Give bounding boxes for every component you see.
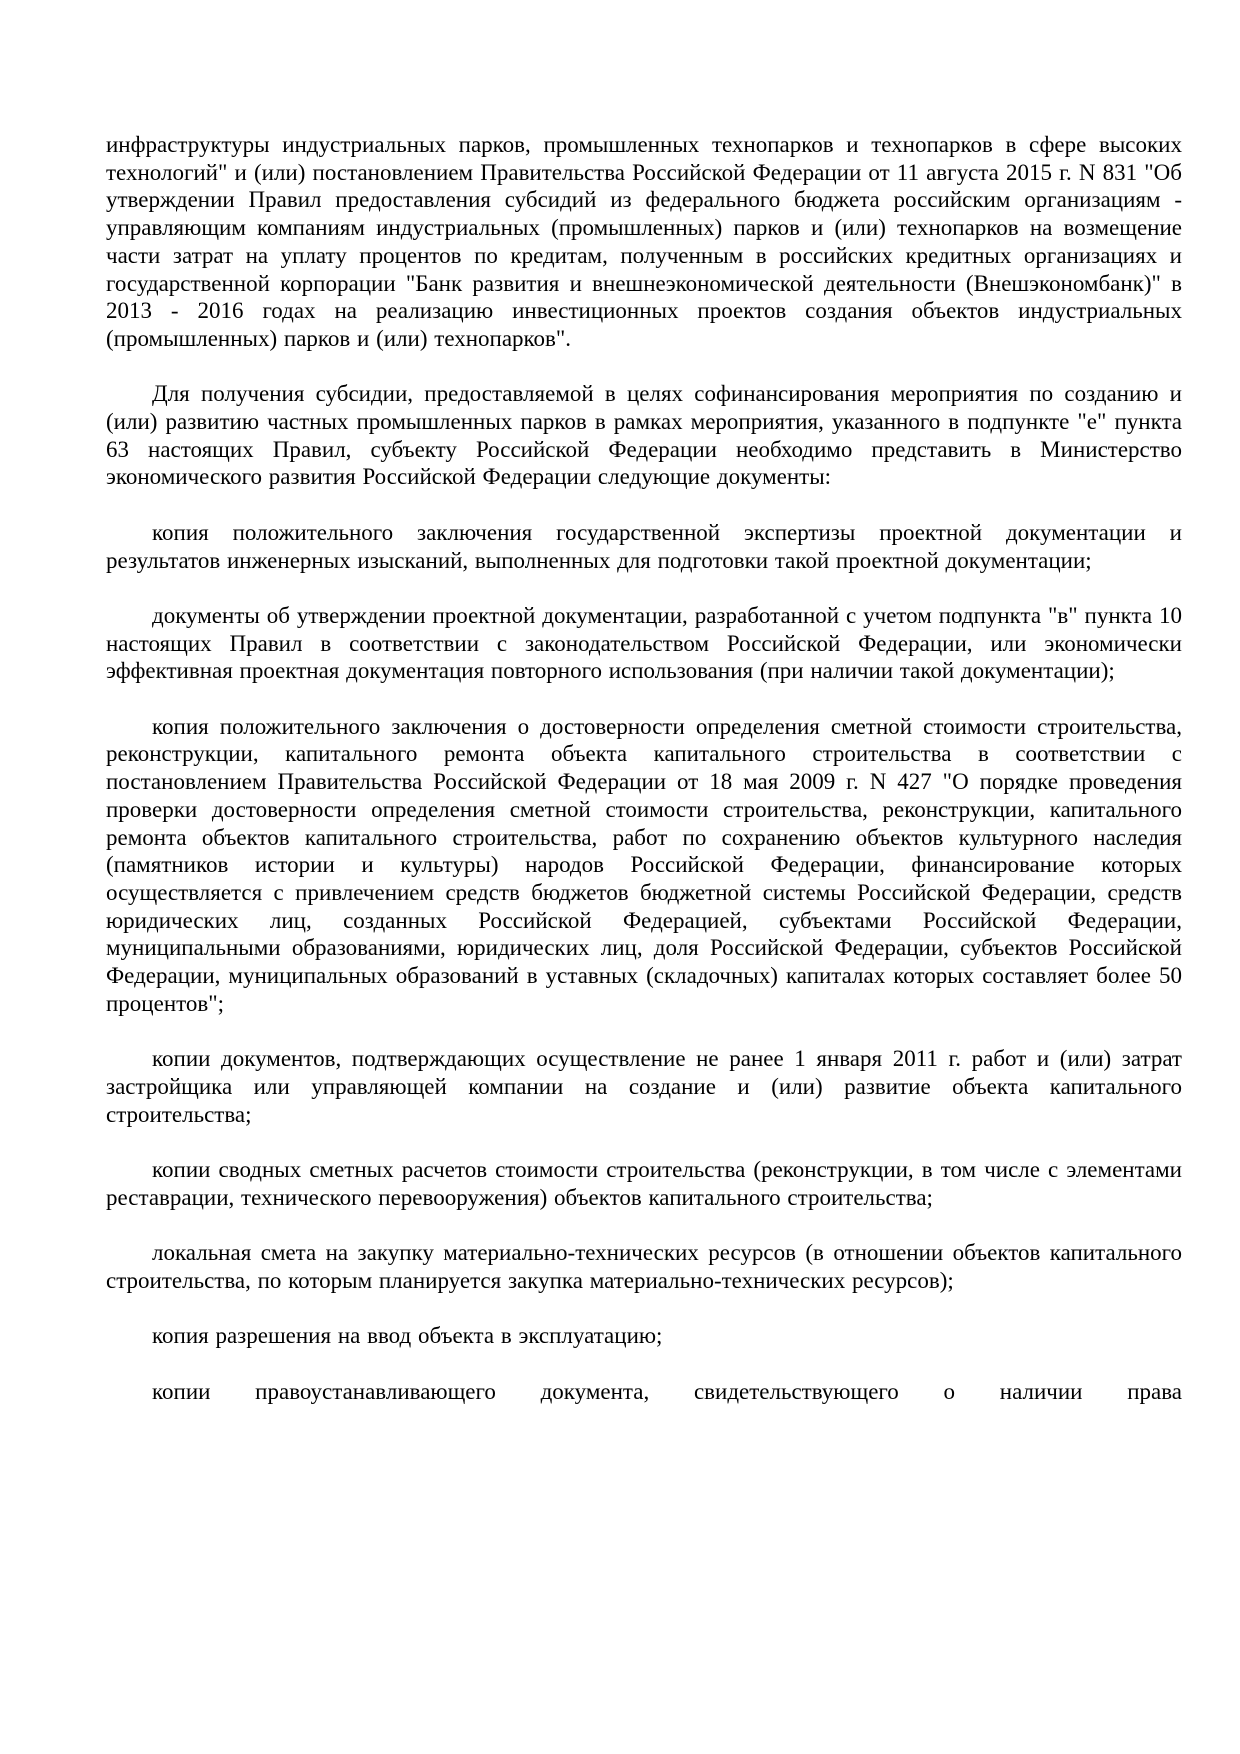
paragraph: инфраструктуры индустриальных парков, промышленных технопарков и технопарков в сфере высоких технологий" и (или) постановлением Правительства Российской Федерации от 11 августа 2015 г. N 831 "Об утверждении Правил предоставления субсидий из федерального бюджета российским организациям - управляющим компаниям индустриальных (промышленных) парков и (или) технопарков на возмещение части затрат на уплату процентов по кредитам, полученным в российских кредитных организациях и государственной корпорации "Банк развития и внешнеэкономической деятельности (Внешэкономбанк)" в 2013 - 2016 годах на реализацию инвестиционных проектов создания объектов индустриальных (промышленных) парков и (или) технопарков". xyxy=(106,132,1182,351)
paragraph: копии документов, подтверждающих осуществление не ранее 1 января 2011 г. работ и (или) затрат застройщика или управляющей компании на создание и (или) развитие объекта капитального строительства; xyxy=(106,1046,1182,1127)
paragraph: документы об утверждении проектной документации, разработанной с учетом подпункта "в" пункта 10 настоящих Правил в соответствии с законодательством Российской Федерации, или экономически эффективная проектная документация повторного использования (при наличии такой документации); xyxy=(106,602,1182,684)
paragraph: копия положительного заключения о достоверности определения сметной стоимости строительства, реконструкции, капитального ремонта объекта капитального строительства в соответствии с постановлением Правительства Российской Федерации от 18 мая 2009 г. N 427 "О порядке проведения проверки достоверности определения сметной стоимости строительства, реконструкции, капитального ремонта объектов капитального строительства, работ по сохранению объектов культурного наследия (памятников истории и культуры) народов Российской Федерации, финансирование которых осуществляется с привлечением средств бюджетов бюджетной системы Российской Федерации, средств юридических лиц, созданных Российской Федерацией, субъектами Российской Федерации, муниципальными образованиями, юридических лиц, доля Российской Федерации, субъектов Российской Федерации, муниципальных образований в уставных (складочных) капиталах которых составляет более 50 процентов"; xyxy=(106,713,1182,1016)
paragraph: копии правоустанавливающего документа, свидетельствующего о наличии права xyxy=(152,1378,1182,1404)
document-text-body xyxy=(106,131,1182,1405)
paragraph: локальная смета на закупку материально-технических ресурсов (в отношении объектов капитального строительства, по которым планируется закупка материально-технических ресурсов); xyxy=(106,1240,1182,1293)
paragraph: копия положительного заключения государственной экспертизы проектной документации и результатов инженерных изысканий, выполненных для подготовки такой проектной документации; xyxy=(106,519,1182,573)
paragraph: копии сводных сметных расчетов стоимости строительства (реконструкции, в том числе с элементами реставрации, технического перевооружения) объектов капитального строительства; xyxy=(106,1156,1182,1210)
paragraph: копия разрешения на ввод объекта в эксплуатацию; xyxy=(152,1323,663,1349)
paragraph: Для получения субсидии, предоставляемой в целях софинансирования мероприятия по созданию и (или) развитию частных промышленных парков в рамках мероприятия, указанного в подпункте "е" пункта 63 настоящих Правил, субъекту Российской Федерации необходимо представить в Министерство экономического развития Российской Федерации следующие документы: xyxy=(106,381,1182,490)
